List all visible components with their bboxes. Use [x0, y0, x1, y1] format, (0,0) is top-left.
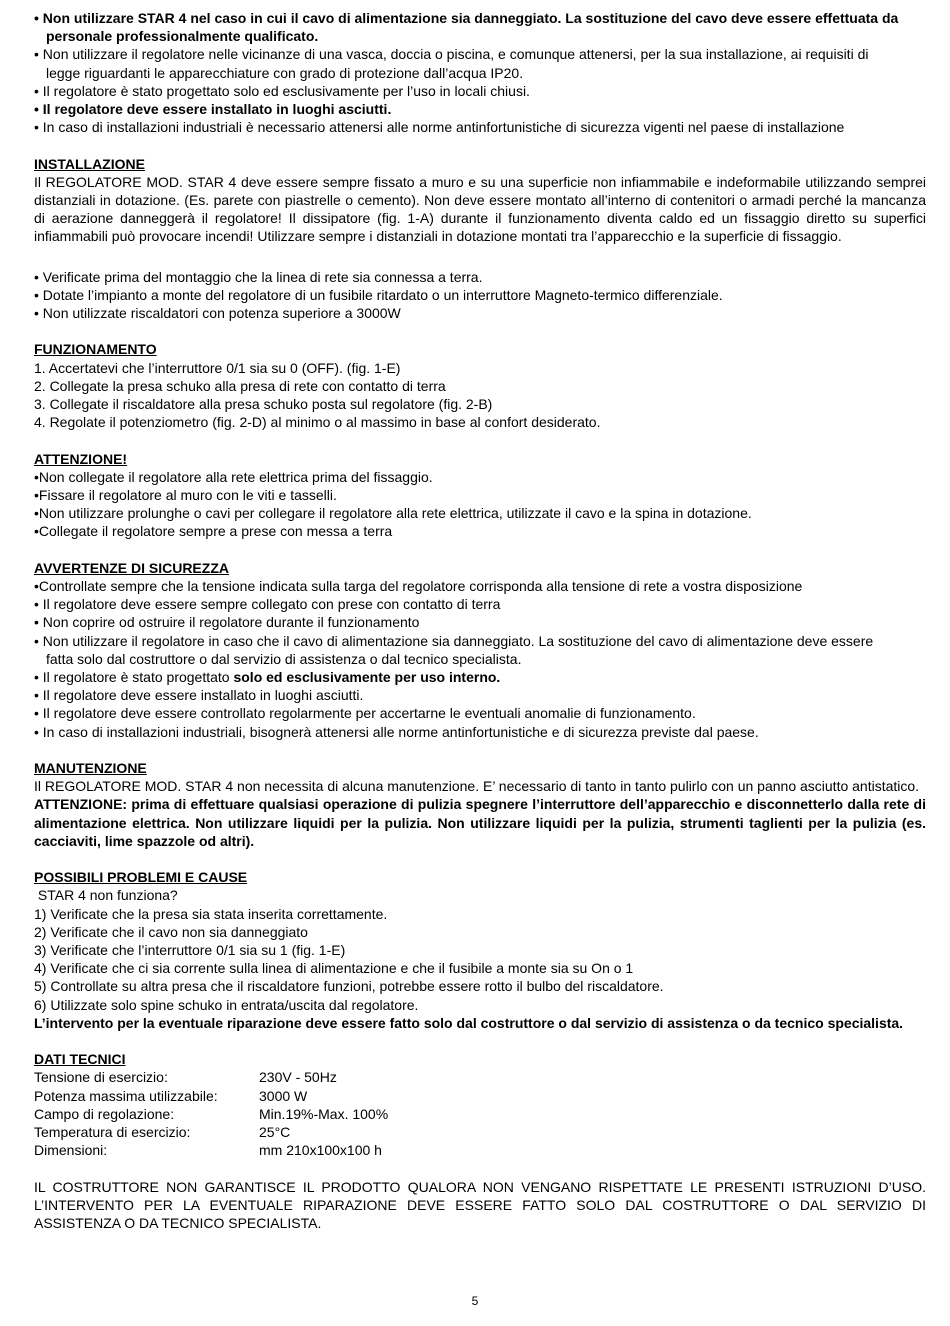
spec-row [34, 1141, 926, 1159]
problemi-item: 4) Verificate che ci sia corrente sulla linea di alimentazione e che il fusibile a monte sia su On o 1 [34, 960, 634, 977]
manutenzione-paragraph: Il REGOLATORE MOD. STAR 4 non necessita di alcuna manutenzione. E’ necessario di tanto in tanto pulirlo con un panno asciutto antistatico. [34, 778, 920, 795]
intro-bullet-continuation: legge riguardanti le apparecchiature con grado di protezione dall’acqua IP20. [46, 64, 524, 81]
avvertenze-item: • Non utilizzare il regolatore in caso che il cavo di alimentazione sia danneggiato. La sostituzione del cavo di alimentazione deve essere [34, 632, 874, 649]
installazione-bullet: • Verificate prima del montaggio che la linea di rete sia connessa a terra. [34, 268, 483, 285]
section-heading: DATI TECNICI [34, 1051, 126, 1068]
dati-section [34, 1050, 926, 1159]
funzionamento-step: 2. Collegate la presa schuko alla presa di rete con contatto di terra [34, 377, 446, 394]
installazione-bullet: • Non utilizzate riscaldatori con potenza superiore a 3000W [34, 305, 401, 322]
spec-row [34, 1105, 926, 1123]
problemi-note: L’intervento per la eventuale riparazione deve essere fatto solo dal costruttore o dal servizio di assistenza o da tecnico specialista. [34, 1014, 904, 1031]
section-heading: FUNZIONAMENTO [34, 341, 157, 358]
spec-value: 25°C [259, 1124, 291, 1141]
section-heading: MANUTENZIONE [34, 760, 147, 777]
spec-label: Temperatura di esercizio: [34, 1124, 191, 1141]
spec-label: Potenza massima utilizzabile: [34, 1087, 218, 1104]
document-page [34, 9, 926, 1232]
section-heading: INSTALLAZIONE [34, 155, 145, 172]
avvertenze-item [34, 668, 926, 686]
intro-bullet-continuation: personale professionalmente qualificato. [46, 28, 319, 45]
problemi-item: 6) Utilizzate solo spine schuko in entrata/uscita dal regolatore. [34, 996, 419, 1013]
avvertenze-item: • In caso di installazioni industriali, bisognerà attenersi alle norme antinfortunistiche e di sicurezza previste dal paese. [34, 723, 759, 740]
page-number: 5 [471, 1294, 479, 1308]
attenzione-item: •Collegate il regolatore sempre a prese con messa a terra [34, 523, 393, 540]
spec-label: Campo di regolazione: [34, 1105, 175, 1122]
avvertenze-item: • Il regolatore deve essere sempre collegato con prese con contatto di terra [34, 596, 501, 613]
spec-row [34, 1123, 926, 1141]
funzionamento-step: 1. Accertatevi che l’interruttore 0/1 sia su 0 (OFF). (fig. 1-E) [34, 359, 401, 376]
section-heading: AVVERTENZE DI SICUREZZA [34, 559, 229, 576]
installazione-bullet: • Dotate l’impianto a monte del regolatore di un fusibile ritardato o un interruttore Magneto-termico differenziale. [34, 286, 723, 303]
intro-bullet: • In caso di installazioni industriali è necessario attenersi alle norme antinfortunistiche di sicurezza vigenti nel paese di installazione [34, 119, 845, 136]
spec-value: Min.19%-Max. 100% [259, 1105, 389, 1122]
avvertenze-item: • Il regolatore deve essere installato in luoghi asciutti. [34, 687, 364, 704]
warranty-footer: IL COSTRUTTORE NON GARANTISCE IL PRODOTTO QUALORA NON VENGANO RISPETTATE LE PRESENTI ISTRUZIONI D’USO. L’INTERVENTO PER LA EVENTUALE RIPARAZIONE DEVE ESSERE FATTO SOLO DAL COSTRUTTORE O DAL SERVIZIO DI ASSISTENZA O DA TECNICO SPECIALISTA. [34, 1178, 926, 1232]
intro-section [34, 9, 926, 136]
funzionamento-step: 3. Collegate il riscaldatore alla presa schuko posta sul regolatore (fig. 2-B) [34, 396, 493, 413]
manutenzione-warning: ATTENZIONE: prima di effettuare qualsiasi operazione di pulizia spegnere l’interruttore dell’apparecchio e disconnetterlo dalla rete di alimentazione elettrica. Non utilizzare liquidi per la pulizia. Non utilizzare liquidi per la pulizia, strumenti taglienti per la pulizia (es. cacciaviti, lime spazzole od altri). [34, 796, 926, 849]
attenzione-item: •Non utilizzare prolunghe o cavi per collegare il regolatore alla rete elettrica, utilizzate il cavo e la spina in dotazione. [34, 505, 752, 522]
spec-row [34, 1068, 926, 1086]
intro-bullet: • Non utilizzare il regolatore nelle vicinanze di una vasca, doccia o piscina, e comunque attenersi, per la sua installazione, ai requisiti di [34, 46, 869, 63]
attenzione-item: •Fissare il regolatore al muro con le viti e tasselli. [34, 487, 337, 504]
avvertenze-item-bold: solo ed esclusivamente per uso interno. [233, 669, 501, 686]
problemi-item: 5) Controllate su altra presa che il riscaldatore funzioni, potrebbe essere rotto il bulbo del riscaldatore. [34, 978, 664, 995]
spec-value: 3000 W [259, 1087, 308, 1104]
problemi-question: STAR 4 non funziona? [34, 887, 178, 904]
avvertenze-section [34, 559, 926, 741]
problemi-item: 2) Verificate che il cavo non sia danneggiato [34, 923, 308, 940]
problemi-item: 1) Verificate che la presa sia stata inserita correttamente. [34, 905, 388, 922]
avvertenze-item: • Il regolatore deve essere controllato regolarmente per accertarne le eventuali anomalie di funzionamento. [34, 705, 696, 722]
funzionamento-section [34, 340, 926, 431]
problemi-section [34, 868, 926, 1032]
avvertenze-item: •Controllate sempre che la tensione indicata sulla targa del regolatore corrisponda alla tensione di rete a vostra disposizione [34, 578, 803, 595]
spec-value: mm 210x100x100 h [259, 1142, 382, 1159]
attenzione-section [34, 450, 926, 541]
intro-bullet: • Il regolatore deve essere installato in luoghi asciutti. [34, 101, 392, 118]
funzionamento-step: 4. Regolate il potenziometro (fig. 2-D) al minimo o al massimo in base al confort desiderato. [34, 414, 601, 431]
spec-label: Tensione di esercizio: [34, 1069, 168, 1086]
problemi-item: 3) Verificate che l’interruttore 0/1 sia su 1 (fig. 1-E) [34, 942, 346, 959]
section-heading: POSSIBILI PROBLEMI E CAUSE [34, 869, 248, 886]
avvertenze-item: • Non coprire od ostruire il regolatore durante il funzionamento [34, 614, 420, 631]
section-heading: ATTENZIONE! [34, 450, 128, 467]
spec-value: 230V - 50Hz [259, 1069, 337, 1086]
spec-row [34, 1087, 926, 1105]
manutenzione-section [34, 759, 926, 850]
installazione-section [34, 155, 926, 323]
intro-bullet: • Il regolatore è stato progettato solo ed esclusivamente per l’uso in locali chiusi. [34, 82, 530, 99]
spec-label: Dimensioni: [34, 1142, 108, 1159]
attenzione-item: •Non collegate il regolatore alla rete elettrica prima del fissaggio. [34, 468, 433, 485]
installazione-paragraph: Il REGOLATORE MOD. STAR 4 deve essere sempre fissato a muro e su una superficie non infiammabile e indeformabile utilizzando semprei distanziali in dotazione. (Es. parete con piastrelle o cemento). Non deve essere montato all’interno di contenitori o armadi perché la mancanza di aerazione danneggerà il regolatore! Il dissipatore (fig. 1-A) durante il funzionamento diventa caldo ed un fissaggio diretto su superfici infiammabili può provocare incendi! Utilizzare sempre i distanziali in dotazione montati tra l’apparecchio e la superficie di fissaggio. [34, 173, 926, 245]
intro-bullet: • Non utilizzare STAR 4 nel caso in cui il cavo di alimentazione sia danneggiato. La sostituzione del cavo deve essere effettuata da [34, 10, 899, 26]
avvertenze-item-text: • Il regolatore è stato progettato [34, 669, 234, 686]
avvertenze-item-continuation: fatta solo dal costruttore o dal servizio di assistenza o dal tecnico specialista. [46, 650, 522, 667]
